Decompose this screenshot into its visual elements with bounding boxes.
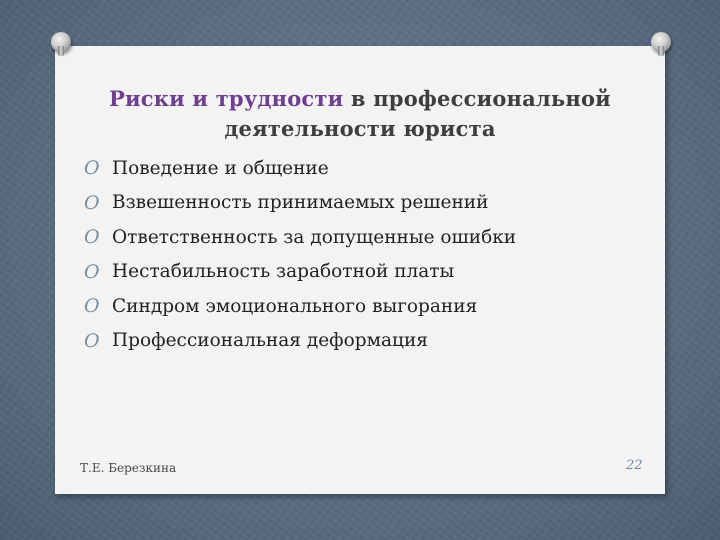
bullet-item [84, 289, 516, 324]
bullet-text: Профессиональная деформация [112, 330, 428, 352]
bullet-marker-icon: O [84, 295, 100, 318]
bullet-text: Ответственность за допущенные ошибки [112, 226, 517, 248]
title-second-line: деятельности юриста [224, 116, 496, 141]
bullet-list [84, 151, 516, 358]
bullet-text: Поведение и общение [112, 157, 329, 179]
bullet-marker-icon: O [84, 329, 100, 352]
bullet-marker-icon: O [84, 226, 100, 249]
pushpin-icon [51, 32, 71, 52]
bullet-marker-icon: O [84, 191, 100, 214]
pushpin-icon [651, 32, 671, 52]
slide-title [60, 84, 660, 144]
bullet-item [84, 220, 516, 255]
bullet-marker-icon: O [84, 157, 100, 180]
slide-number: 22 [626, 458, 643, 473]
title-text: в профессиональной [343, 86, 611, 111]
bullet-item [84, 255, 516, 290]
bullet-text: Взвешенность принимаемых решений [112, 192, 489, 214]
bullet-item [84, 151, 516, 186]
bullet-text: Синдром эмоционального выгорания [112, 295, 478, 317]
bullet-item [84, 186, 516, 221]
bullet-text: Нестабильность заработной платы [112, 261, 455, 283]
bullet-item [84, 324, 516, 359]
author-footer: Т.Е. Березкина [80, 461, 177, 475]
title-accent-text: Риски и трудности [109, 86, 344, 111]
bullet-marker-icon: O [84, 260, 100, 283]
